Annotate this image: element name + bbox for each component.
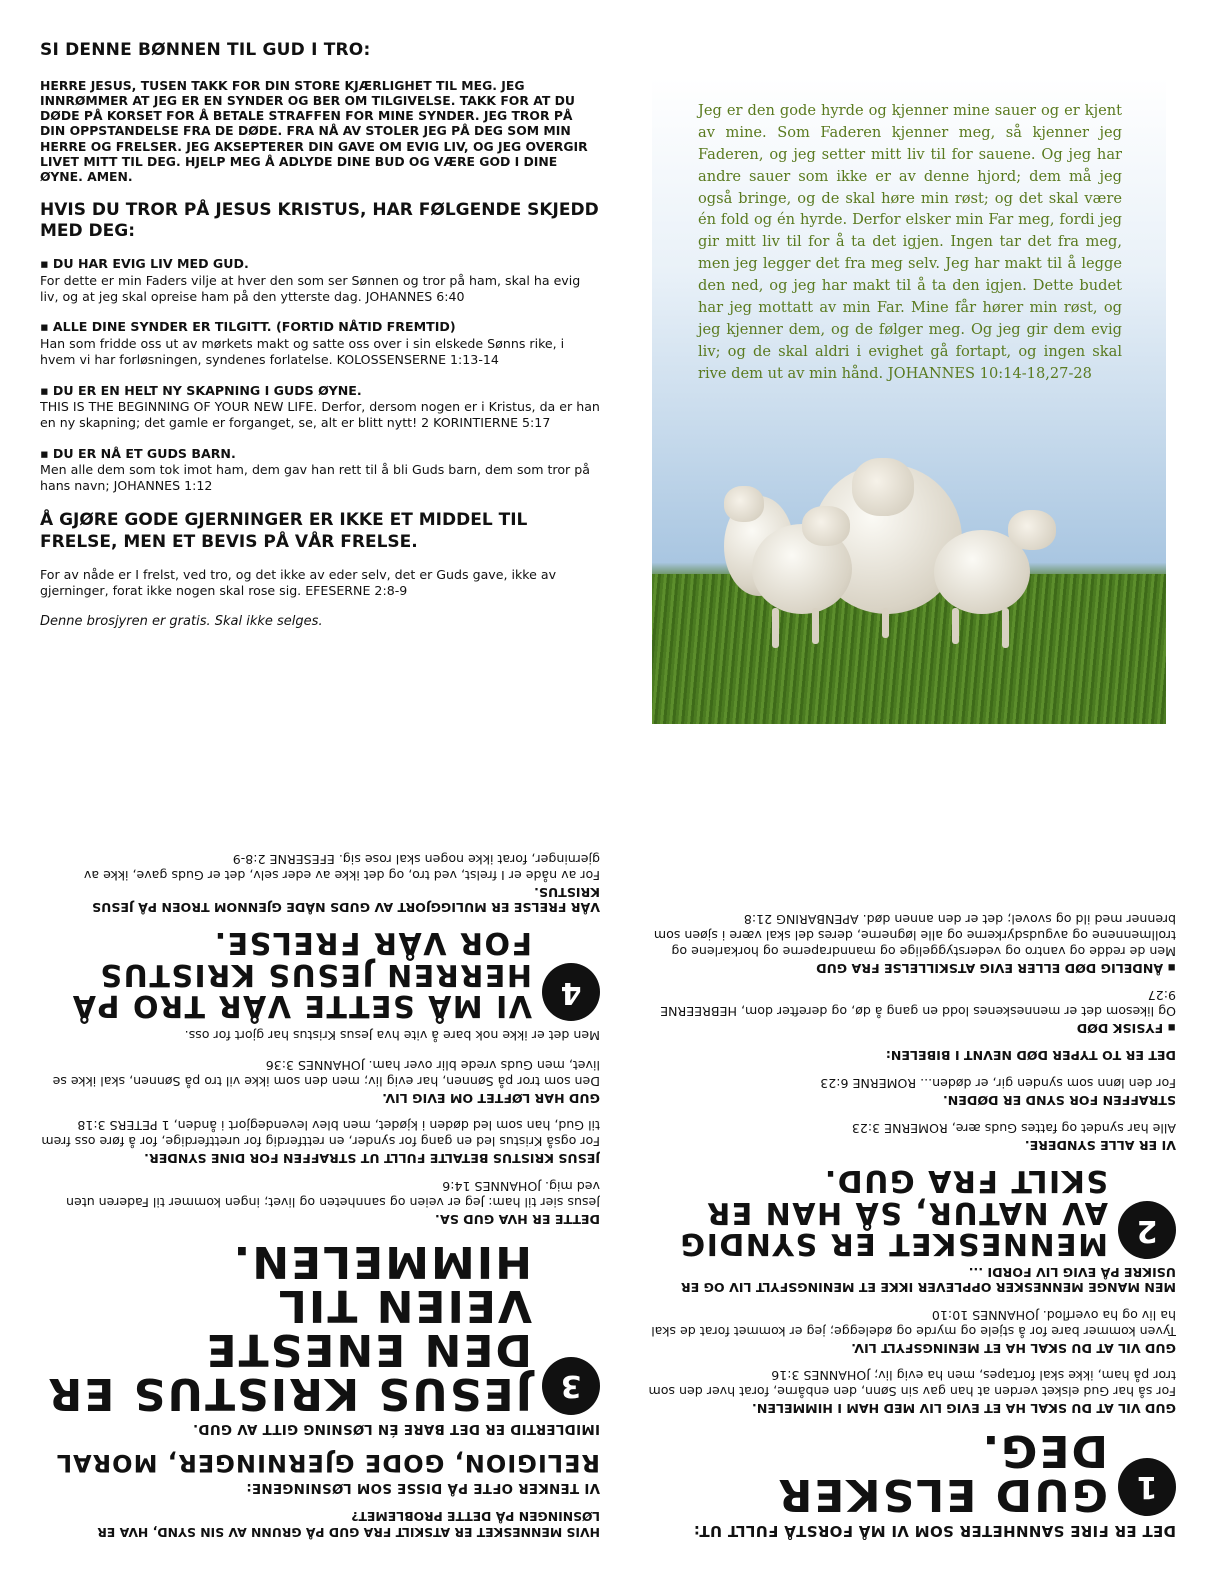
verse: For den lønn som synden gir, er døden... ROMERNE 6:23 <box>820 1075 1176 1091</box>
lamb-right-head <box>1008 510 1056 550</box>
number-badge: 3 <box>542 1357 600 1415</box>
sheep-leg <box>1002 608 1009 648</box>
john-10-verse: Jeg er den gode hyrde og kjenner mine sauer og er kjent av mine. Som Faderen kjenner meg, så kjenner jeg Faderen, og jeg setter mitt liv til for sauene. Og jeg har andre sauer som ikke er av denne hjord; dem må jeg også bringe, og de skal høre min røst; og det skal være én fold og én hyrde. Derfor elsker min Far meg, fordi jeg gir mitt liv til for å ta det igjen. Ingen tar det fra meg, men jeg legger det fra meg selv. Jeg har makt til å legge den ned, og jeg har makt til å ta den igjen. Dette budet har jeg mottatt av min Far. Mine får hører min røst, og jeg kjenner dem, og de følger meg. Og jeg gir dem evig liv; og de skal aldri i evighet gå fortapt, og ingen skal rive dem ut av min hånd. JOHANNES 10:14-18,27-28 <box>698 102 1122 382</box>
point-lead: ▪ ALLE DINE SYNDER ER TILGITT. (FORTID NÅTID FREMTID) <box>40 319 456 335</box>
solution-intro-2: VI TENKER OFTE PÅ DISSE SOM LØSNINGENE: <box>246 1480 600 1495</box>
number-badge: 4 <box>542 963 600 1021</box>
verse: Jesus sier til ham: Jeg er veien og sannheten og livet; ingen kommer til Faderen uten ved mig. JOHANNES 14:6 <box>66 1178 600 1210</box>
point-lead: ▪ DU HAR EVIG LIV MED GUD. <box>40 256 249 272</box>
solution-panel <box>40 800 600 1540</box>
caption: DETTE ER HVA GUD SA. <box>435 1211 600 1227</box>
point-body: For dette er min Faders vilje at hver den som ser Sønnen og tror på ham, skal ha evig liv, og at jeg skal opreise ham på den ytterste dag. JOHANNES 6:40 <box>40 272 581 305</box>
truth-4 <box>40 927 600 1022</box>
point-lead: ▪ DU ER EN HELT NY SKAPNING I GUDS ØYNE. <box>40 382 362 398</box>
caption: ▪ ÅNDELIG DØD ELLER EVIG ATSKILLELSE FRA GUD <box>816 960 1176 976</box>
point-body: Han som fridde oss ut av mørkets makt og satte oss over i sin elskede Sønns rike, i hvem vi har forløsningen, syndenes forlatelse. KOLOSSENSERNE 1:13-14 <box>40 335 565 368</box>
caption: GUD HAR LØFTET OM EVIG LIV. <box>382 1090 600 1106</box>
point-forgiven <box>40 319 600 368</box>
works-heading: Å GJØRE GODE GJERNINGER ER IKKE ET MIDDEL TIL FRELSE, MEN ET BEVIS PÅ VÅR FRELSE. <box>40 509 528 552</box>
caption: VÅR FRELSE ER MULIGGJORT AV GUDS NÅDE GJENNOM TROEN PÅ JESUS KRISTUS. <box>92 884 600 915</box>
truth-3-title: JESUS KRISTUS ER DEN ENESTE VEIEN TIL HIMMELEN. <box>46 1235 532 1419</box>
verse: Men de redde og vantro og vederstyggelige og manndraperne og horkarlene og trollmennene og avgudsdyrkerne og alle løgnerne, deres del skal være i sjøen som brenner med ild og svovel; det er den annen død. APENBARING 21:8 <box>653 912 1176 959</box>
point-lead: ▪ DU ER NÅ ET GUDS BARN. <box>40 445 236 461</box>
point-child-of-god <box>40 446 600 495</box>
prayer-panel <box>40 36 600 756</box>
truth-3 <box>40 1235 600 1419</box>
only-solution: IMIDLERTID ER DET BARE ÉN LØSNING GITT AV GUD. <box>192 1420 600 1436</box>
caption: JESUS KRISTUS BETALTE FULLT UT STRAFFEN FOR DINE SYNDER. <box>144 1151 600 1167</box>
believer-heading: HVIS DU TROR PÅ JESUS KRISTUS, HAR FØLGENDE SKJEDD MED DEG: <box>40 199 599 242</box>
shepherd-panel <box>652 78 1166 724</box>
number-badge: 1 <box>1118 1458 1176 1516</box>
point-new-creation <box>40 383 600 432</box>
sheep-big-head <box>852 458 914 516</box>
point-body: THIS IS THE BEGINNING OF YOUR NEW LIFE. Derfor, dersom nogen er i Kristus, da er han en ny skapning; det gamle er forganget, se, alt er blitt nytt! 2 KORINTIERNE 5:17 <box>40 398 600 431</box>
point-body: Men alle dem som tok imot ham, dem gav han rett til å bli Guds barn, dem som tror på hans navn; JOHANNES 1:12 <box>40 461 590 494</box>
caption: DET ER TO TYPER DØD NEVNT I BIBELEN: <box>885 1048 1176 1064</box>
sheep-left-head <box>724 486 764 522</box>
caption: GUD VIL AT DU SKAL HA ET EVIG LIV MED HAM I HIMMELEN. <box>752 1401 1176 1416</box>
caption: GUD VIL AT DU SKAL HA ET MENINGSFYLT LIV. <box>851 1340 1176 1356</box>
verse: Og likesom det er menneskenes lodd en gang å dø, og derefter dom, HEBREERNE 9:27 <box>660 988 1176 1020</box>
number-badge: 2 <box>1118 1201 1176 1259</box>
caption: VI ER ALLE SYNDERE. <box>1024 1137 1176 1153</box>
works-verse: For av nåde er I frelst, ved tro, og det ikke av eder selv, det er Guds gave, ikke av gjerninger, forat ikke nogen skal rose sig. EFESERNE 2:8-9 <box>40 566 557 599</box>
truth-1 <box>636 1425 1176 1520</box>
truths-panel <box>636 840 1176 1540</box>
caption: MEN MANGE MENNESKER OPPLEVER IKKE ET MENINGSFYLT LIV OG ER USIKRE PÅ EVIG LIV FORDI ... <box>680 1265 1176 1296</box>
sheep-photo <box>652 78 1166 724</box>
free-notice: Denne brosjyren er gratis. Skal ikke selges. <box>40 613 323 629</box>
truth-1-title: GUD ELSKER DEG. <box>776 1425 1108 1520</box>
sheep-leg <box>772 608 779 648</box>
point-eternal-life <box>40 256 600 305</box>
prayer-text: HERRE JESUS, TUSEN TAKK FOR DIN STORE KJÆRLIGHET TIL MEG. JEG INNRØMMER AT JEG ER EN SYNDER OG BER OM TILGIVELSE. TAKK FOR AT DU DØDE PÅ KORSET FOR Å BETALE STRAFFEN FOR MINE SYNDER. JEG TROR PÅ DIN OPPSTANDELSE FRA DE DØDE. FRA NÅ AV STOLER JEG PÅ DEG SOM MIN HERRE OG FRELSER. JEG AKSEPTERER DIN GAVE OM EVIG LIV, OG JEG OVERGIR LIVET MITT TIL DEG. HJELP MEG Å ADLYDE DINE BUD OG VÆRE GOD I DINE ØYNE. AMEN. <box>40 78 588 184</box>
truth-2-title: MENNESKET ER SYNDIG AV NATUR, SÅ HAN ER SKILT FRA GUD. <box>679 1163 1108 1262</box>
sheep-leg <box>812 608 819 644</box>
truth-2 <box>636 1165 1176 1260</box>
four-truths-intro: DET ER FIRE SANNHETER SOM VI MÅ FORSTÅ FULLT UT: <box>693 1522 1176 1540</box>
lamb-middle-head <box>802 506 850 546</box>
verse: Alle har syndet og fattes Guds ære, ROMERNE 3:23 <box>851 1120 1176 1136</box>
solution-intro: HVIS MENNESKET ER ATSKILT FRA GUD PÅ GRUNN AV SIN SYND, HVA ER LØSNINGEN PÅ DETTE PROBLEMET? <box>97 1509 600 1540</box>
caption: ▪ FYSISK DØD <box>1076 1021 1176 1037</box>
prayer-heading: SI DENNE BØNNEN TIL GUD I TRO: <box>40 40 371 60</box>
verse: Den som tror på Sønnen, har evig liv; men den som ikke vil tro på Sønnen, skal ikke se livet, men Guds vrede blir over ham. JOHANNES 3:36 <box>52 1057 600 1089</box>
caption: STRAFFEN FOR SYND ER DØDEN. <box>942 1092 1176 1108</box>
verse: Tyven kommer bare for å stjele og myrde og ødelegge; jeg er kommet forat de skal ha liv og ha overflod. JOHANNES 10:10 <box>651 1307 1176 1339</box>
verse: For av nåde er I frelst, ved tro, og det ikke av eder selv, det er Guds gave, ikke av gjerninger, forat ikke nogen skal rose sig. EFESERNE 2:8-9 <box>83 852 600 883</box>
truth-4-title: VI MÅ SETTE VÅR TRO PÅ HERREN JESUS KRISTUS FOR VÅR FRELSE. <box>71 925 532 1024</box>
sheep-leg <box>952 608 959 644</box>
verse: For også Kristus led en gang for synder, en rettferdig for urettferdige, for å føre oss frem til Gud, han som led døden i kjødet, men blev levendegjort i ånden, 1 PETERS 3:18 <box>41 1118 600 1150</box>
sheep-leg <box>882 608 889 638</box>
false-solutions: RELIGION, GODE GJERNINGER, MORAL <box>55 1449 600 1477</box>
verse: For så har Gud elsket verden at han gav sin Sønn, den enbårne, forat hver den som tror på ham, ikke skal fortapes, men ha evig liv; JOHANNES 3:16 <box>648 1368 1176 1399</box>
verse: Men det er ikke nok bare å vite hva Jesus Kristus har gjort for oss. <box>184 1028 600 1044</box>
